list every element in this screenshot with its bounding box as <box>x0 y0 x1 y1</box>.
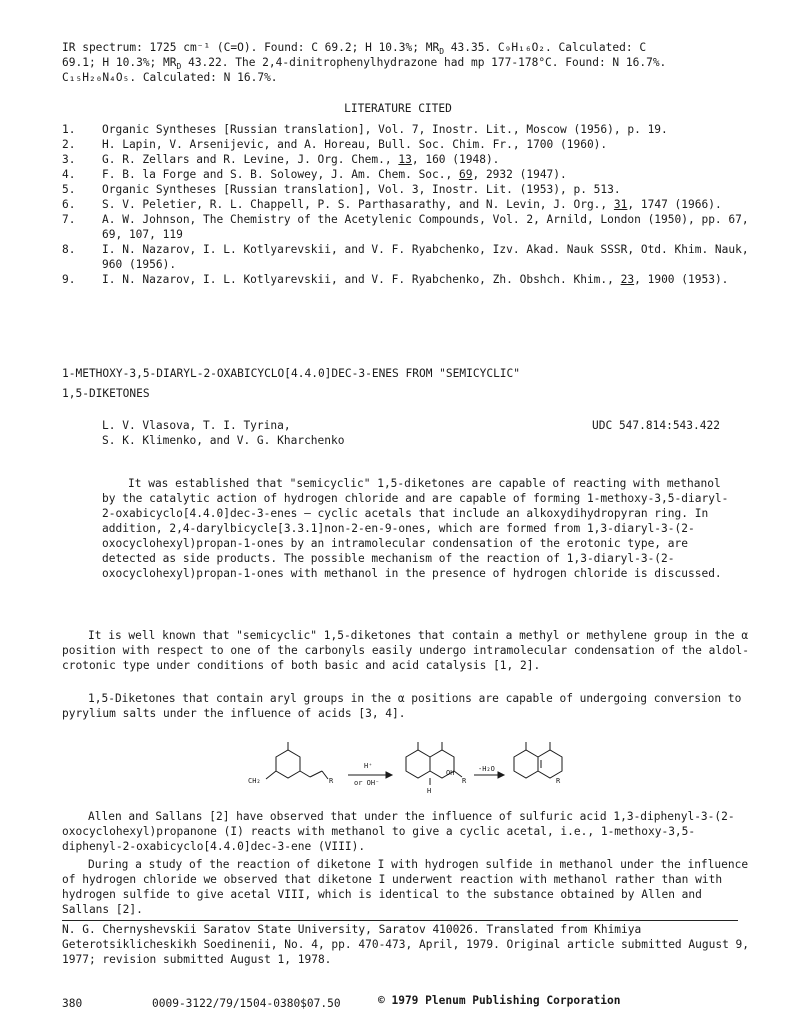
ir-line-2-tail: 43.22. The 2,4-dinitrophenylhydrazone had mp 177-178°C. Found: N 16.7%. <box>181 56 667 69</box>
reference-item <box>62 182 752 197</box>
reference-text <box>102 272 752 287</box>
authors-line-1: L. V. Vlasova, T. I. Tyrina, <box>102 419 291 432</box>
article-code: 0009-3122/79/1504-0380$07.50 <box>152 997 341 1010</box>
body-paragraph-4 <box>62 857 752 917</box>
reference-item <box>62 122 752 137</box>
ir-line-2: 69.1; H 10.3%; MR <box>62 56 177 69</box>
cyclohexene-ring-3b <box>538 750 562 778</box>
reference-text: A. W. Johnson, The Chemistry of the Acetylenic Compounds, Vol. 2, Arnild, London (1950), pp. 67, 69, 107, 119 <box>102 213 749 241</box>
reference-text: Organic Syntheses [Russian translation], Vol. 3, Inostr. Lit. (1953), p. 513. <box>102 183 621 196</box>
scheme-r-label-1: R <box>329 777 334 785</box>
scheme-arrow2-label: -H₂O <box>478 765 495 773</box>
udc-code: UDC 547.814:543.422 <box>592 419 720 432</box>
scheme-oh-label: OH <box>446 769 455 777</box>
reaction-scheme <box>236 735 566 807</box>
reference-text-pre: F. B. la Forge and S. B. Solowey, J. Am. Chem. Soc., <box>102 168 459 181</box>
scheme-r-label-2: R <box>462 777 467 785</box>
scheme-r-label-3: R <box>556 777 561 785</box>
ir-line-1: IR spectrum: 1725 cm⁻¹ (C=O). Found: C 69.2; H 10.3%; MR <box>62 41 440 54</box>
reference-text-post: , 160 (1948). <box>411 153 500 166</box>
reference-number: 9. <box>62 273 76 286</box>
ir-spectrum-paragraph <box>62 40 742 85</box>
reference-text-pre: G. R. Zellars and R. Levine, J. Org. Chem., <box>102 153 399 166</box>
body-paragraph-3 <box>62 809 752 854</box>
ir-line-1-tail: 43.35. C₉H₁₆O₂. Calculated: C <box>444 41 647 54</box>
article-authors <box>102 418 542 448</box>
reference-text <box>102 197 752 212</box>
reference-number: 8. <box>62 243 76 256</box>
reference-volume: 13 <box>398 153 412 166</box>
footnote <box>62 922 752 967</box>
reference-item <box>62 137 752 152</box>
reference-text <box>102 152 752 167</box>
cyclohexene-ring-3a <box>514 750 538 778</box>
reference-item <box>62 152 752 167</box>
abstract-text: It was established that "semicyclic" 1,5-diketones are capable of reacting with methanol by the catalytic action of hydrogen chloride and are capable of forming 1-methoxy-3,5-diaryl-2-oxabicyclo[4.4.0]dec-3-enes — cyclic acetals that include an alkoxydihydropyran ring. In addition, 2,4-darylbicycle[3.3.1]non-2-en-9-ones, which are formed from 1,3-diaryl-3-(2-oxocyclohexyl)propan-1-ones by an intramolecular condensation of the erotonic type, are detected as side products. The possible mechanism of the reaction of 1,3-diaryl-3-(2-oxocyclohexyl)propan-1-ones with methanol in the presence of hydrogen chloride is discussed. <box>102 477 729 580</box>
reference-volume: 31 <box>613 198 628 211</box>
body-paragraph-1 <box>62 628 752 673</box>
cyclohexane-ring-2a <box>406 750 430 778</box>
reference-number: 1. <box>62 123 76 136</box>
article-title-line-2: 1,5-DIKETONES <box>62 387 150 400</box>
reference-volume: 69 <box>458 168 473 181</box>
body-paragraph-4-text: During a study of the reaction of diketone I with hydrogen sulfide in methanol under the influence of hydrogen chloride we observed that diketone I underwent reaction with methanol rather than with hydrogen sulfide to give acetal VIII, which is identical to the substance obtained by Allen and Sallans [2]. <box>62 858 749 916</box>
reference-number: 6. <box>62 198 76 211</box>
article-title-line-1: 1-METHOXY-3,5-DIARYL-2-OXABICYCLO[4.4.0]DEC-3-ENES FROM "SEMICYCLIC" <box>62 367 521 380</box>
body-paragraph-2 <box>62 691 752 721</box>
reference-number: 7. <box>62 213 76 226</box>
abstract <box>102 476 738 581</box>
reference-text-pre: I. N. Nazarov, I. L. Kotlyarevskii, and V. F. Ryabchenko, Zh. Obshch. Khim., <box>102 273 621 286</box>
reference-text-post: , 1900 (1953). <box>634 273 729 286</box>
scheme-arrow1-bottom: or OH⁻ <box>354 779 380 787</box>
reference-volume: 23 <box>620 273 635 286</box>
reference-text-post: , 1747 (1966). <box>627 198 722 211</box>
body-paragraph-1-text: It is well known that "semicyclic" 1,5-diketones that contain a methyl or methylene group in the α position with respect to one of the carbonyls easily undergo intramolecular condensation of the aldol-crotonic type under conditions of both basic and acid catalysis [1, 2]. <box>62 629 750 672</box>
cyclohexane-ring-1 <box>276 750 300 778</box>
reference-item <box>62 167 752 182</box>
reference-text: I. N. Nazarov, I. L. Kotlyarevskii, and V. F. Ryabchenko, Izv. Akad. Nauk SSSR, Otd. Khim. Nauk, 960 (1956). <box>102 243 749 271</box>
ir-line-1-sub: D <box>439 47 445 57</box>
reference-text-pre: S. V. Peletier, R. L. Chappell, P. S. Parthasarathy, and N. Levin, J. Org., <box>102 198 614 211</box>
reference-list <box>62 122 752 287</box>
page-number: 380 <box>62 997 83 1010</box>
reference-text: H. Lapin, V. Arsenijevic, and A. Horeau, Bull. Soc. Chim. Fr., 1700 (1960). <box>102 138 608 151</box>
reference-number: 2. <box>62 138 76 151</box>
reference-item <box>62 212 752 242</box>
footnote-divider <box>62 920 738 921</box>
scheme-arrow1-top: H⁺ <box>364 762 373 770</box>
reference-item <box>62 197 752 212</box>
reference-item <box>62 242 752 272</box>
body-paragraph-2-text: 1,5-Diketones that contain aryl groups in the α positions are capable of undergoing conversion to pyrylium salts under the influence of acids [3, 4]. <box>62 692 742 720</box>
reference-number: 4. <box>62 168 76 181</box>
reference-number: 3. <box>62 153 76 166</box>
reference-text <box>102 167 752 182</box>
authors-line-2: S. K. Klimenko, and V. G. Kharchenko <box>102 434 345 447</box>
copyright-notice: © 1979 Plenum Publishing Corporation <box>378 994 621 1007</box>
footnote-text: N. G. Chernyshevskii Saratov State University, Saratov 410026. Translated from Khimiya Geterotsiklicheskikh Soedinenii, No. 4, pp. 470-473, April, 1979. Original article submitted August 9, 1977; revision submitted August 1, 1978. <box>62 923 750 966</box>
reference-text-post: , 2932 (1947). <box>472 168 567 181</box>
ir-line-3: C₁₅H₂₀N₄O₅. Calculated: N 16.7%. <box>62 71 278 84</box>
scheme-ch2-label: CH₂ <box>248 777 261 785</box>
ir-line-2-sub: D <box>176 62 182 72</box>
literature-cited-heading: LITERATURE CITED <box>344 102 452 115</box>
reference-number: 5. <box>62 183 76 196</box>
body-paragraph-3-text: Allen and Sallans [2] have observed that under the influence of sulfuric acid 1,3-diphenyl-3-(2-oxocyclohexyl)propanone (I) reacts with methanol to give a cyclic acetal, i.e., 1-methoxy-3,5-diphenyl-2-oxabicyclo[4.4.0]dec-3-ene (VIII). <box>62 810 735 853</box>
scheme-h-label: H <box>427 787 432 795</box>
reference-text: Organic Syntheses [Russian translation], Vol. 7, Inostr. Lit., Moscow (1956), p. 19. <box>102 123 668 136</box>
reaction-scheme-drawing <box>236 735 566 807</box>
reference-item <box>62 272 752 287</box>
